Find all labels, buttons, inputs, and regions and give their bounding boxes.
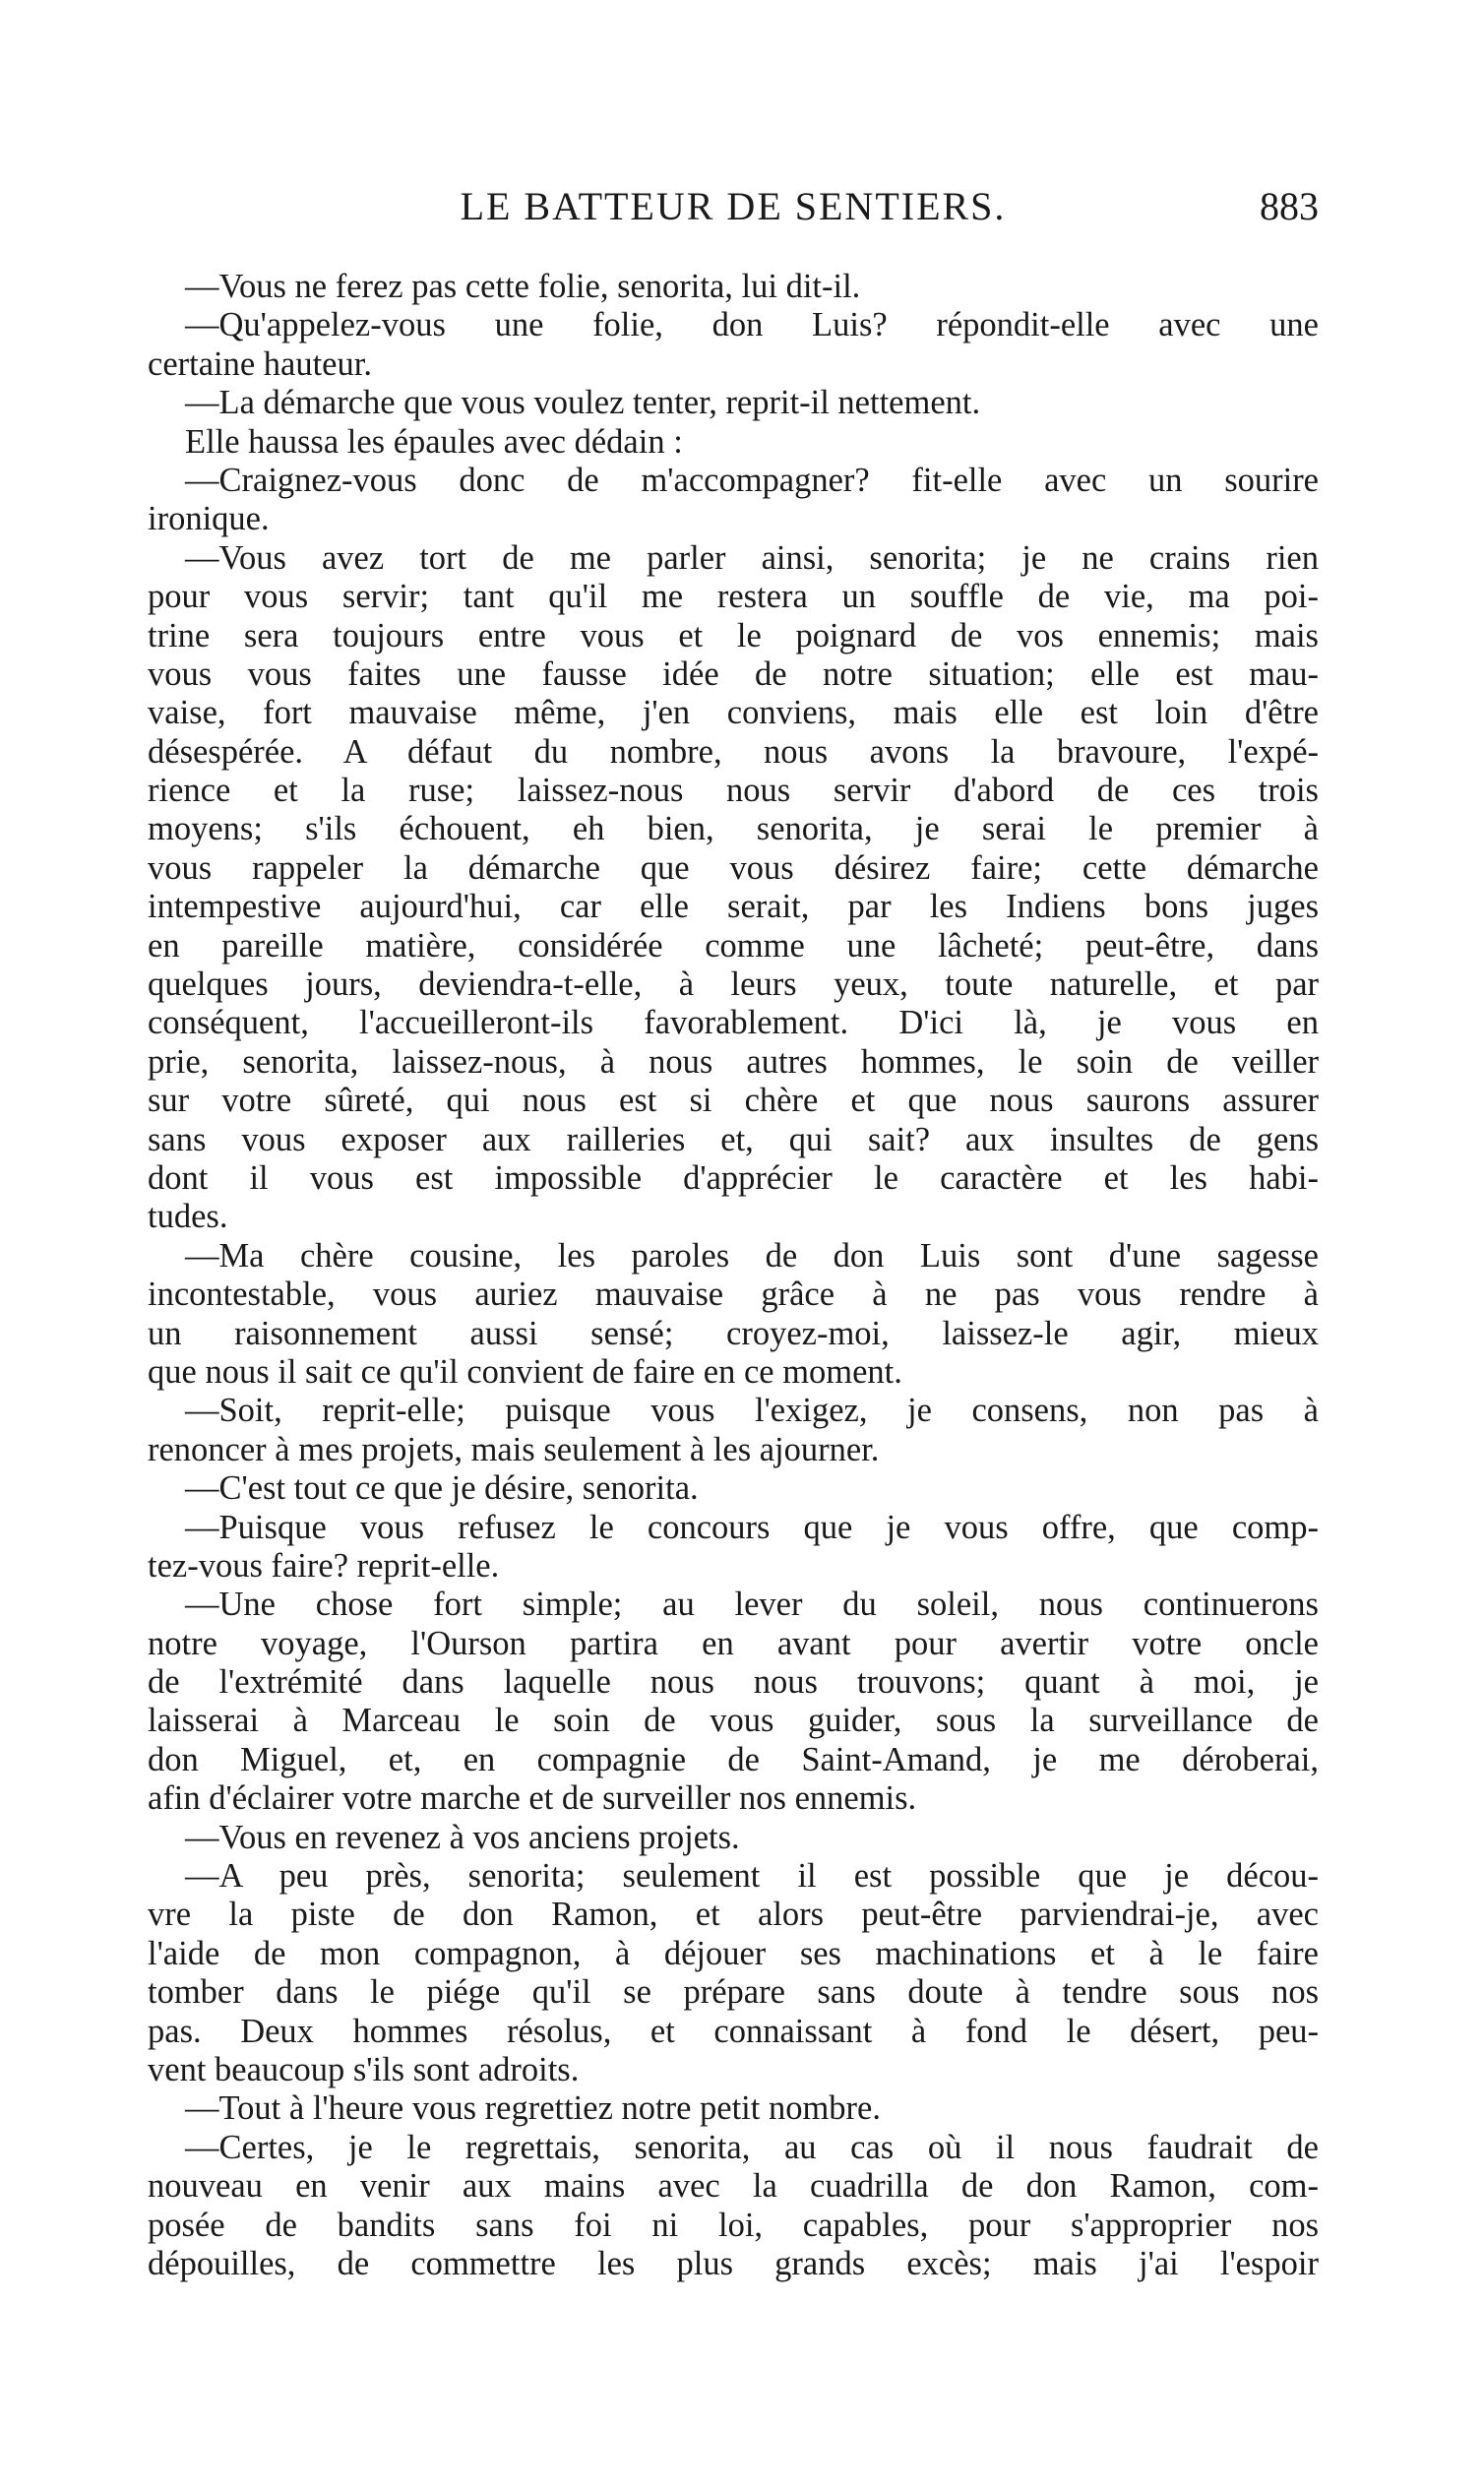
body-text: [148, 268, 1319, 2283]
text-line: vous vous faites une fausse idée de notre situation; elle est mau-: [148, 654, 1319, 693]
text-line: tomber dans le piége qu'il se prépare sans doute à tendre sous nos: [148, 1973, 1319, 2012]
text-line: incontestable, vous auriez mauvaise grâce à ne pas vous rendre à: [148, 1276, 1319, 1314]
text-line: —Soit, reprit-elle; puisque vous l'exigez, je consens, non pas à: [185, 1392, 1319, 1430]
text-line: —C'est tout ce que je désire, senorita.: [185, 1469, 699, 1508]
text-line: intempestive aujourd'hui, car elle serait, par les Indiens bons juges: [148, 888, 1319, 926]
text-line: posée de bandits sans foi ni loi, capables, pour s'approprier nos: [148, 2206, 1319, 2244]
text-line: laisserai à Marceau le soin de vous guider, sous la surveillance de: [148, 1702, 1319, 1740]
page-header: [148, 183, 1319, 242]
text-line: don Miguel, et, en compagnie de Saint-Amand, je me déroberai,: [148, 1740, 1319, 1778]
text-line: tez-vous faire? reprit-elle.: [148, 1546, 500, 1585]
text-line: —Tout à l'heure vous regrettiez notre petit nombre.: [185, 2089, 881, 2128]
text-line: vous rappeler la démarche que vous désirez faire; cette démarche: [148, 848, 1319, 887]
text-line: —A peu près, senorita; seulement il est possible que je décou-: [185, 1857, 1319, 1896]
text-line: de l'extrémité dans laquelle nous nous trouvons; quant à moi, je: [148, 1663, 1319, 1702]
text-line: —Vous avez tort de me parler ainsi, senorita; je ne crains rien: [185, 538, 1319, 577]
text-line: conséquent, l'accueilleront-ils favorablement. D'ici là, je vous en: [148, 1004, 1319, 1042]
text-line: —La démarche que vous voulez tenter, reprit-il nettement.: [185, 384, 981, 422]
text-line: vent beaucoup s'ils sont adroits.: [148, 2050, 580, 2088]
text-line: trine sera toujours entre vous et le poignard de vos ennemis; mais: [148, 616, 1319, 654]
text-line: notre voyage, l'Ourson partira en avant pour avertir votre oncle: [148, 1624, 1319, 1662]
text-line: renoncer à mes projets, mais seulement à les ajourner.: [148, 1430, 880, 1468]
text-line: dépouilles, de commettre les plus grands excès; mais j'ai l'espoir: [148, 2244, 1319, 2282]
text-line: pour vous servir; tant qu'il me restera un souffle de vie, ma poi-: [148, 578, 1319, 616]
text-line: que nous il sait ce qu'il convient de faire en ce moment.: [148, 1352, 902, 1391]
page-number: 883: [1260, 184, 1319, 228]
text-line: Elle haussa les épaules avec dédain :: [185, 422, 683, 461]
text-line: ironique.: [148, 500, 270, 538]
text-line: quelques jours, deviendra-t-elle, à leurs yeux, toute naturelle, et par: [148, 965, 1319, 1004]
text-line: afin d'éclairer votre marche et de surveiller nos ennemis.: [148, 1779, 917, 1818]
text-line: un raisonnement aussi sensé; croyez-moi, laissez-le agir, mieux: [148, 1314, 1319, 1352]
running-title: LE BATTEUR DE SENTIERS.: [460, 184, 1007, 228]
text-line: —Vous ne ferez pas cette folie, senorita, lui dit-il.: [185, 268, 861, 305]
text-line: —Puisque vous refusez le concours que je vous offre, que comp-: [185, 1508, 1319, 1546]
text-line: l'aide de mon compagnon, à déjouer ses machinations et à le faire: [148, 1934, 1319, 1972]
text-line: —Craignez-vous donc de m'accompagner? fit-elle avec un sourire: [185, 461, 1319, 499]
text-line: —Vous en revenez à vos anciens projets.: [185, 1818, 740, 1856]
text-line: —Une chose fort simple; au lever du soleil, nous continuerons: [185, 1586, 1319, 1624]
text-line: pas. Deux hommes résolus, et connaissant à fond le désert, peu-: [148, 2012, 1319, 2050]
text-line: prie, senorita, laissez-nous, à nous autres hommes, le soin de veiller: [148, 1042, 1319, 1081]
text-line: —Ma chère cousine, les paroles de don Luis sont d'une sagesse: [185, 1236, 1319, 1275]
text-line: vre la piste de don Ramon, et alors peut-être parviendrai-je, avec: [148, 1896, 1319, 1934]
text-line: sur votre sûreté, qui nous est si chère et que nous saurons assurer: [148, 1082, 1319, 1120]
text-line: —Qu'appelez-vous une folie, don Luis? répondit-elle avec une: [185, 306, 1319, 344]
text-line: certaine hauteur.: [148, 344, 372, 383]
text-line: nouveau en venir aux mains avec la cuadrilla de don Ramon, com-: [148, 2167, 1319, 2206]
text-line: —Certes, je le regrettais, senorita, au cas où il nous faudrait de: [185, 2128, 1319, 2166]
text-line: vaise, fort mauvaise même, j'en conviens, mais elle est loin d'être: [148, 694, 1319, 732]
text-line: désespérée. A défaut du nombre, nous avons la bravoure, l'expé-: [148, 732, 1319, 771]
text-line: rience et la ruse; laissez-nous nous servir d'abord de ces trois: [148, 772, 1319, 810]
text-line: dont il vous est impossible d'apprécier le caractère et les habi-: [148, 1158, 1319, 1197]
text-line: moyens; s'ils échouent, eh bien, senorita, je serai le premier à: [148, 810, 1319, 848]
text-line: tudes.: [148, 1198, 228, 1236]
text-line: en pareille matière, considérée comme une lâcheté; peut-être, dans: [148, 926, 1319, 965]
text-line: sans vous exposer aux railleries et, qui sait? aux insultes de gens: [148, 1120, 1319, 1158]
